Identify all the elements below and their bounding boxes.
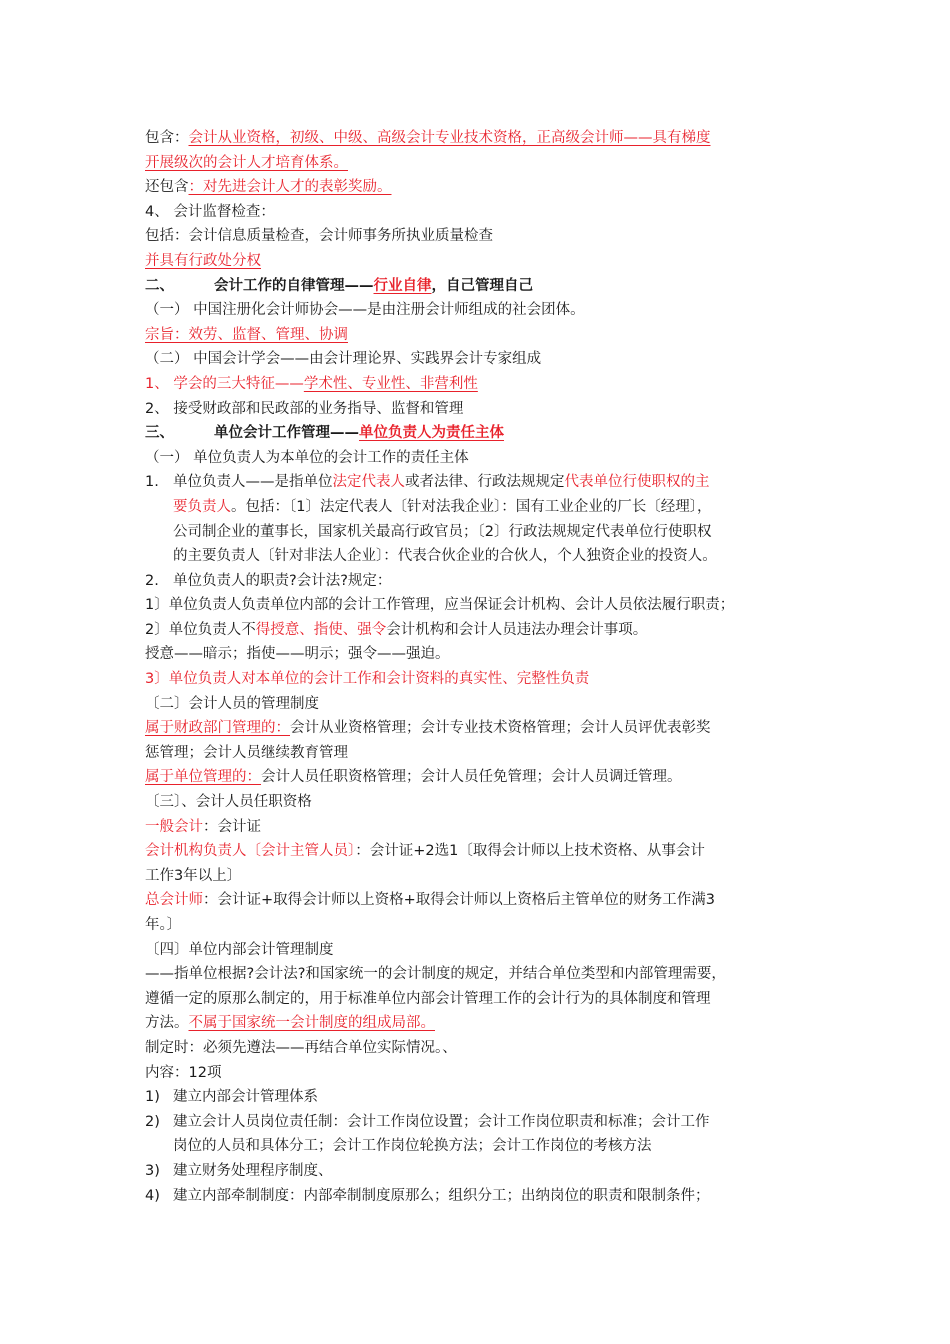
body-text: 2〕单位负责人不 [145,621,256,638]
body-text: 会计机构和会计人员违法办理会计事项。 [386,621,648,638]
body-text: 年。〕 [145,917,182,933]
highlight-text: 会计机构负责人〔会计主管人员〕 [145,843,356,860]
highlight-text: ：对先进会计人才的表彰奖励。 [188,179,392,196]
body-text: 遵循一定的原那么制定的，用于标准单位内部会计管理工作的会计行为的具体制度和管理 [145,990,711,1007]
highlight-text: 法定代表人 [332,474,405,491]
list-number: 1. [145,474,159,491]
body-text: 惩管理；会计人员继续教育管理 [145,744,348,761]
highlight-text: 单位负责人为责任主体 [359,425,504,442]
body-text: ——指单位根据?会计法?和国家统一的会计制度的规定，并结合单位类型和内部管理需要， [145,966,726,983]
list-item [145,1184,810,1209]
line-features [145,372,810,397]
document-page [145,126,810,1208]
highlight-text: 3〕 [145,671,169,688]
section-title: 会计工作的自律管理—— [214,277,374,294]
body-text: ：会计证+取得会计师以上资格+取得会计师以上资格后主管单位的财务工作满3 [203,892,716,909]
list-item [145,1085,810,1110]
body-text: 建立财务处理程序制度、 [173,1162,333,1179]
highlight-text: 一般会计 [145,818,203,835]
list-item [145,1110,810,1135]
list-item [145,470,810,495]
section-heading-2 [145,274,810,299]
section-number: 三、 [145,425,174,442]
line-includes [145,126,810,151]
subsection-heading: （一） 单位负责人为本单位的会计工作的责任主体 [145,449,469,466]
line-also-includes [145,175,810,200]
highlight-text: 属于财政部门管理的： [145,720,290,737]
line-chief-accountant [145,888,810,913]
item-heading: 4、 会计监督检查： [145,203,275,220]
section-number: 二、 [145,277,174,294]
highlight-text: 会计从业资格，初级、中级、高级会计专业技术资格，正高级会计师——具有梯度 [188,130,711,146]
subsection-heading: 〔四〕单位内部会计管理制度 [145,941,334,958]
list-number: 3) [145,1162,160,1179]
line-finance-dept [145,716,810,741]
line-duty-3 [145,667,810,692]
highlight-text: 开展级次的会计人才培育体系。 [145,154,348,171]
line-duty-2 [145,618,810,643]
line-unit-mgmt [145,765,810,790]
body-text: 建立内部会计管理体系 [173,1089,318,1106]
body-text: 单位负责人——是指单位 [173,474,333,491]
highlight-text: 不属于国家统一会计制度的组成局部。 [188,1015,435,1032]
list-number: 4) [145,1187,160,1204]
highlight-text: 学术性、专业性、非营利性 [303,375,478,392]
list-number: 2. [145,572,159,589]
highlight-text: 要负责人 [173,498,231,515]
list-continuation [145,495,810,520]
highlight-text: 宗旨：效劳、监督、管理、协调 [145,326,348,343]
highlight-text: 1、 学会的三大特征—— [145,375,304,392]
highlight-text: 代表单位行使职权的主 [564,474,710,491]
highlight-text: 并具有行政处分权 [145,252,261,269]
list-number: 2) [145,1113,160,1130]
label-text: 还包含 [145,179,189,196]
section-title: 单位会计工作管理—— [214,425,359,442]
list-item [145,569,810,594]
body-text: 内容：12项 [145,1064,222,1081]
highlight-text: 总会计师 [145,892,203,909]
body-text: 工作3年以上〕 [145,867,242,884]
highlight-text: 行业自律 [373,277,432,294]
subsection-heading: （一） 中国注册化会计师协会——是由注册会计师组成的社会团体。 [145,302,585,319]
body-text: 会计人员任职资格管理；会计人员任免管理；会计人员调迁管理。 [261,769,682,786]
section-heading-3 [145,421,810,446]
body-text: 建立会计人员岗位责任制：会计工作岗位设置；会计工作岗位职责和标准；会计工作 [173,1113,710,1130]
body-text: 1〕单位负责人负责单位内部的会计工作管理，应当保证会计机构、会计人员依法履行职责； [145,597,735,614]
list-continuation: 公司制企业的董事长，国家机关最高行政官员；〔2〕行政法规规定代表单位行使职权 [173,523,712,540]
subsection-heading: 〔二〕会计人员的管理制度 [145,695,319,712]
highlight-text: 属于单位管理的： [145,769,261,786]
line-method [145,1011,810,1036]
body-text: 或者法律、行政法规规定 [405,474,565,491]
body-text: 建立内部牵制制度：内部牵制制度原那么；组织分工；出纳岗位的职责和限制条件； [173,1187,710,1204]
highlight-text: 单位负责人对本单位的会计工作和会计资料的真实性、完整性负责 [168,671,590,688]
body-text: 2、 接受财政部和民政部的业务指导、监督和管理 [145,400,464,417]
highlight-text: 得授意、指使、强令 [255,621,387,638]
body-text: 方法。 [145,1015,189,1032]
body-text: 单位负责人的职责?会计法?规定： [173,572,392,589]
body-text: ：会计证+2选1〔取得会计师以上技术资格、从事会计 [355,843,705,860]
list-continuation: 岗位的人员和具体分工；会计工作岗位轮换方法；会计工作岗位的考核方法 [173,1138,652,1155]
section-title: ，自己管理自己 [431,277,533,294]
line-agency-head [145,839,810,864]
body-text: 。包括：〔1〕法定代表人〔针对法我企业〕：国有工业企业的厂长〔经理〕， [231,498,712,515]
subsection-heading: （二） 中国会计学会——由会计理论界、实践界会计专家组成 [145,351,542,368]
body-text: 制定时：必须先遵法——再结合单位实际情况。、 [145,1039,457,1056]
list-number: 1) [145,1089,160,1106]
list-item [145,1159,810,1184]
line-general-accountant [145,815,810,840]
list-continuation: 的主要负责人〔针对非法人企业〕：代表合伙企业的合伙人，个人独资企业的投资人。 [173,548,717,565]
subsection-heading: 〔三〕、会计人员任职资格 [145,794,312,811]
body-text: 授意——暗示；指使——明示；强令——强迫。 [145,646,450,663]
body-text: 包括：会计信息质量检查，会计师事务所执业质量检查 [145,228,493,245]
body-text: ：会计证 [203,818,261,835]
label-text: 包含： [145,130,189,146]
body-text: 会计从业资格管理；会计专业技术资格管理；会计人员评优表彰奖 [290,720,711,737]
